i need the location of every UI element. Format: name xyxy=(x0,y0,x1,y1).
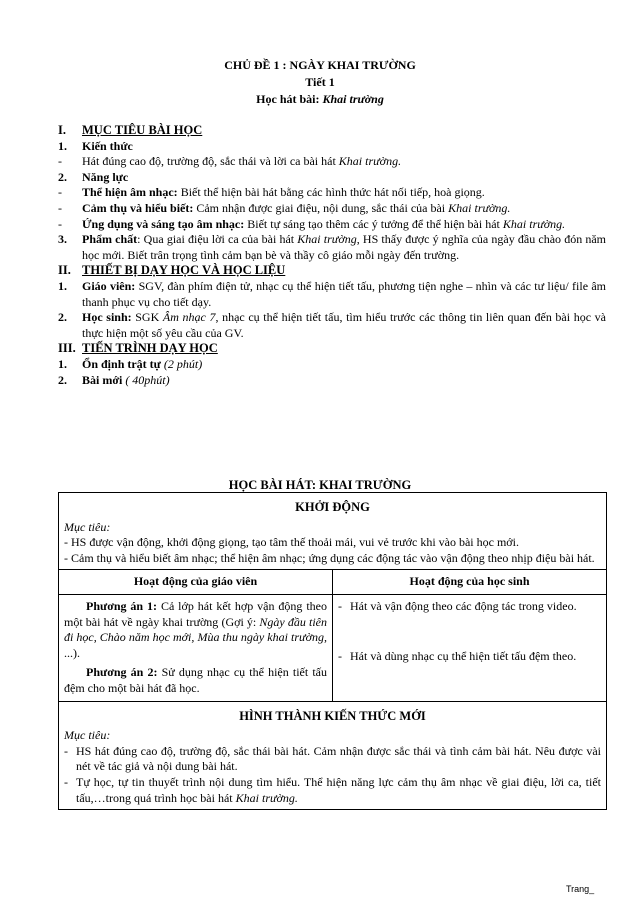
student-activity-1: - Hát và vận động theo các động tác trong video. xyxy=(338,598,577,613)
lesson-number: Tiết 1 xyxy=(305,75,335,89)
student-column-header: Hoạt động của học sinh xyxy=(332,570,606,594)
section-objectives: I. MỤC TIÊU BÀI HỌC xyxy=(58,123,203,137)
new-knowledge-box xyxy=(59,702,606,810)
section-equipment: II. THIẾT BỊ DẠY HỌC VÀ HỌC LIỆU xyxy=(58,263,286,278)
teacher-materials: 1. Giáo viên: SGV, đàn phím điện tử, nhạc cụ thể hiện tiết tấu, phương tiện nghe – nhìn và các tư liệu/ file âm thanh phục vụ cho tiết dạy. xyxy=(58,278,606,309)
step-order: 1. Ổn định trật tự (2 phút) xyxy=(58,356,203,371)
warmup-objective-label: Mục tiêu: xyxy=(64,519,111,534)
warmup-objective-2: - Cảm thụ và hiểu biết âm nhạc; thể hiện âm nhạc; ứng dụng các động tác vào vận động theo nhịp điệu bài hát. xyxy=(64,550,595,565)
section-process: III. TIẾN TRÌNH DẠY HỌC xyxy=(58,341,218,356)
qualities-item: 3. Phẩm chất: Qua giai điệu lời ca của bài hát Khai trường, HS thấy được ý nghĩa của ngày đầu chào đón năm học mới. Biết trân trọng tình cảm bạn bè và thầy cô giáo mỗi ngày đến trường. xyxy=(58,232,607,262)
warmup-box xyxy=(59,493,606,570)
activity-body-row xyxy=(59,595,606,702)
activity-header-row xyxy=(59,570,606,595)
song-title: Học hát bài: Khai trường xyxy=(256,92,384,106)
student-activities xyxy=(332,595,606,701)
competence-item-2: - Cảm thụ và hiểu biết: Cảm nhận được giai điệu, nội dung, sắc thái của bài Khai trường. xyxy=(58,200,511,215)
new-objective-label: Mục tiêu: xyxy=(64,728,111,743)
warmup-title: KHỞI ĐỘNG xyxy=(295,500,370,514)
option-1: Phương án 1: Cả lớp hát kết hợp vận động theo một bài hát về ngày khai trường (Gợi ý: Ngày đầu tiên đi học, Chào năm học mới, Mùa thu ngày khai trường, ...). xyxy=(64,598,328,660)
competence-item-3: - Ứng dụng và sáng tạo âm nhạc: Biết tự sáng tạo thêm các ý tưởng để thể hiện bài hát Khai trường. xyxy=(58,216,566,231)
document-header xyxy=(0,57,640,108)
teacher-column-header: Hoạt động của giáo viên xyxy=(133,574,258,589)
page-footer: Trang_ xyxy=(566,884,595,894)
competence-item-1: - Thể hiện âm nhạc: Biết thể hiện bài hát bằng các hình thức hát nối tiếp, hoà giọng. xyxy=(58,185,485,200)
warmup-objective-1: - HS được vận động, khởi động giọng, tạo tâm thế thoải mái, vui vẻ trước khi vào bài học mới. xyxy=(64,535,519,550)
new-objective-2: - Tự học, tự tin thuyết trình nội dung tìm hiểu. Thể hiện năng lực cảm thụ âm nhạc về giai điệu, lời ca, tiết tấu,…trong quá trình học bài hát Khai trường. xyxy=(64,774,601,805)
topic-title: CHỦ ĐỀ 1 : NGÀY KHAI TRƯỜNG xyxy=(224,58,416,72)
competence-heading: 2. Năng lực xyxy=(58,169,129,184)
student-activity-2: - Hát và dùng nhạc cụ thể hiện tiết tấu đệm theo. xyxy=(338,648,577,663)
new-objective-1: - HS hát đúng cao độ, trường độ, sắc thái bài hát. Cảm nhận được sắc thái và tình cảm bài hát. Nêu được vài nét về tác giả và nội dung bài hát. xyxy=(64,743,601,774)
new-knowledge-title: HÌNH THÀNH KIẾN THỨC MỚI xyxy=(239,708,426,723)
option-2: Phương án 2: Sử dụng nhạc cụ thể hiện tiết tấu đệm cho một bài hát đã học. xyxy=(64,665,327,695)
knowledge-heading: 1. Kiến thức xyxy=(58,138,133,153)
student-materials: 2. Học sinh: SGK Âm nhạc 7, nhạc cụ thể hiện tiết tấu, tìm hiểu trước các thông tin liên quan đến bài học và thực hiện một số yêu cầu của GV. xyxy=(58,310,606,340)
table-title: HỌC BÀI HÁT: KHAI TRƯỜNG xyxy=(228,478,412,492)
lesson-plan-body xyxy=(58,123,606,388)
teacher-activities xyxy=(59,595,332,701)
step-new-lesson: 2. Bài mới ( 40phút) xyxy=(58,372,170,387)
knowledge-item: - Hát đúng cao độ, trường độ, sắc thái và lời ca bài hát Khai trường. xyxy=(58,154,402,169)
activity-table xyxy=(58,492,607,810)
